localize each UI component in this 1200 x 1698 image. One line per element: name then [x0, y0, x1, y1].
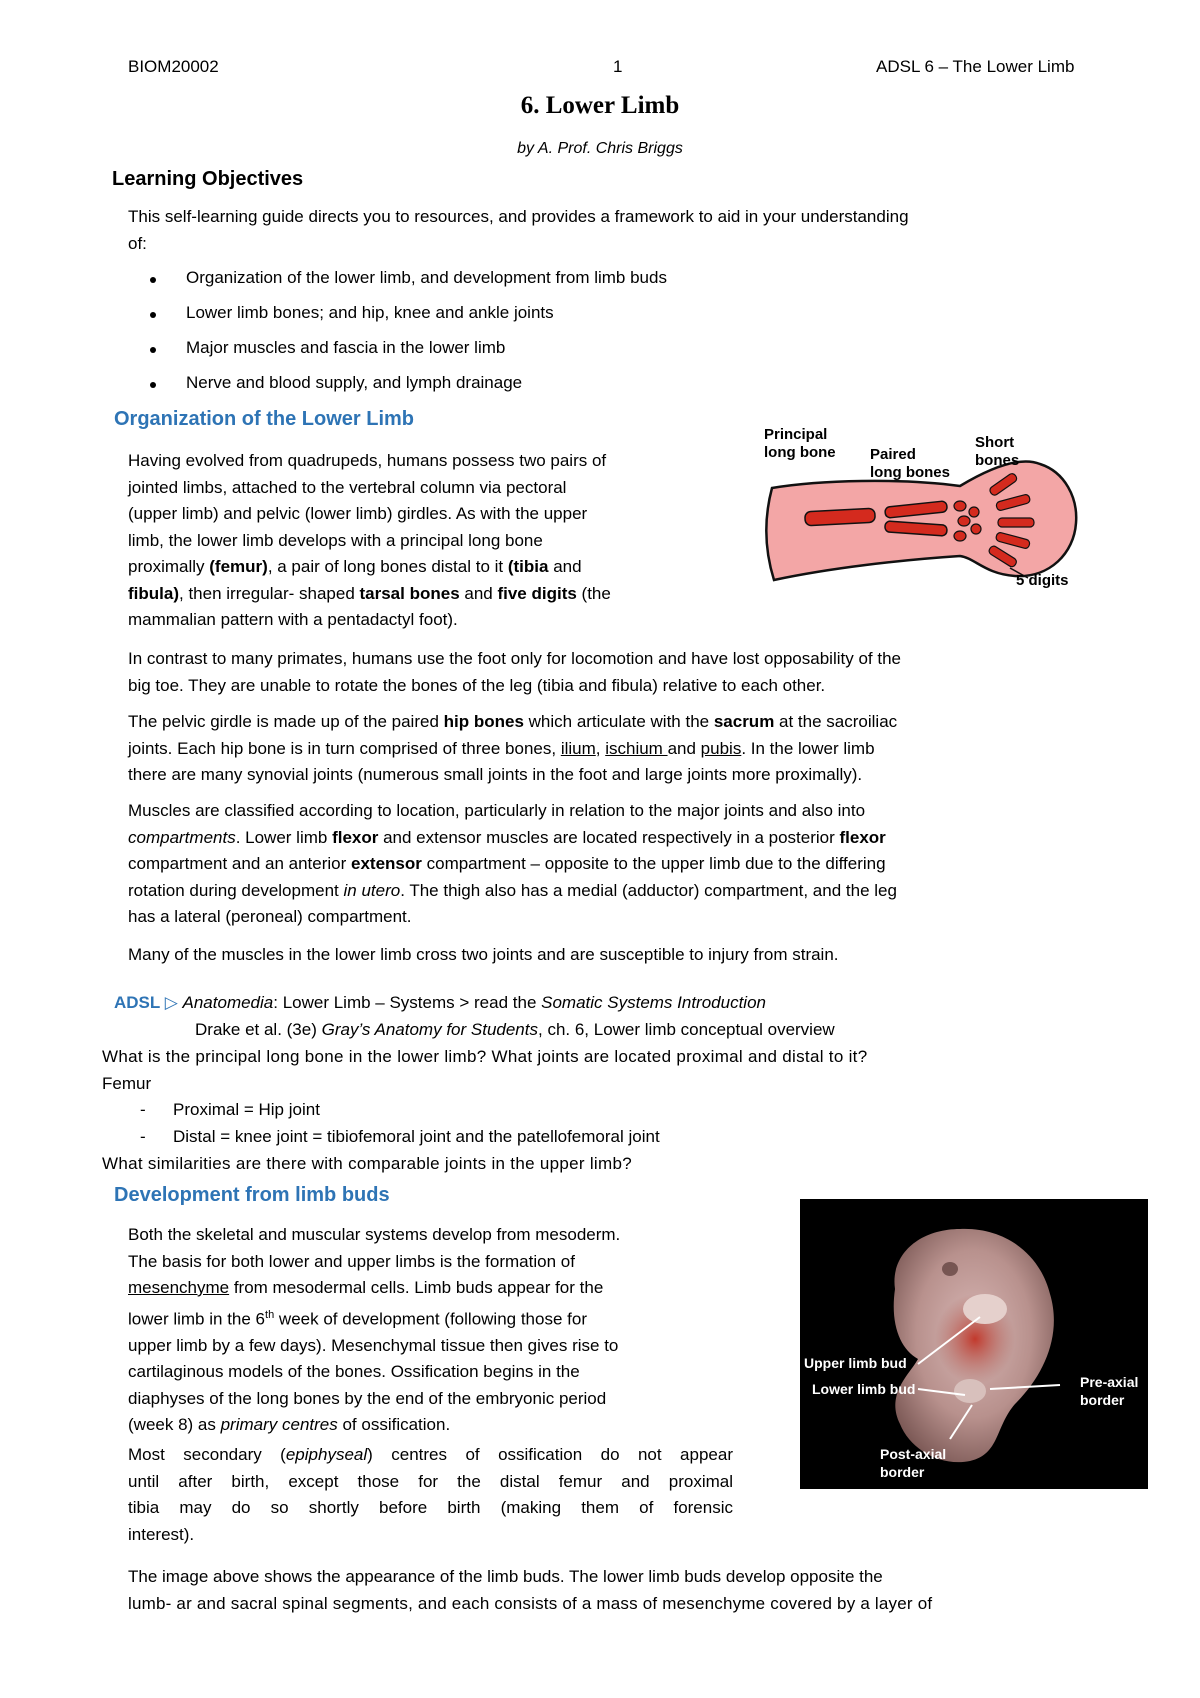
answer-list	[140, 1100, 1040, 1154]
label-post-axial-border: Post-axial border	[880, 1446, 947, 1480]
bullet-icon	[150, 277, 156, 283]
label-lower-limb-bud: Lower limb bud	[812, 1381, 916, 1397]
short-bone	[958, 516, 970, 526]
short-bone	[969, 507, 979, 517]
header-doc-title: ADSL 6 – The Lower Limb	[876, 57, 1075, 76]
adsl-reference-1: ADSL ▷ Anatomedia: Lower Limb – Systems > read the Somatic Systems Introduction	[114, 993, 766, 1012]
upper-limb-bud	[963, 1294, 1007, 1324]
answer-femur: Femur	[102, 1074, 152, 1093]
list-item: - Distal = knee joint = tibiofemoral joint and the patellofemoral joint	[140, 1127, 660, 1146]
lower-limb-bud	[954, 1379, 986, 1403]
bullet-icon	[150, 382, 156, 388]
byline: by A. Prof. Chris Briggs	[517, 140, 683, 157]
header-course-code: BIOM20002	[128, 57, 219, 76]
development-paragraph-3: The image above shows the appearance of the limb buds. The lower limb buds develop opposite the lumb- ar and sacral spinal segments, and each consists of a mass of mesenchyme covered by a layer of	[128, 1567, 933, 1613]
embryo-eye	[942, 1262, 958, 1276]
label-short-bones: Short bones	[975, 434, 1020, 469]
embryo-photo	[800, 1199, 1148, 1489]
development-heading: Development from limb buds	[114, 1184, 390, 1206]
organization-paragraph-5: Many of the muscles in the lower limb cross two joints and are susceptible to injury from strain.	[128, 945, 839, 964]
principal-long-bone	[805, 508, 876, 526]
organization-paragraph-1: Having evolved from quadrupeds, humans possess two pairs of jointed limbs, attached to the vertebral column via pectoral (upper limb) and pelvic (lower limb) girdles. As with the upper limb, the lower limb develops with a principal long bone proximally (femur), a pair of long bones distal to it (tibia and fibula), then irregular- shaped tarsal bones and five digits (the mammalian pattern with a pentadactyl foot).	[128, 451, 611, 629]
bullet-icon	[150, 347, 156, 353]
list-item: Lower limb bones; and hip, knee and ankle joints	[150, 303, 667, 338]
list-item: Organization of the lower limb, and development from limb buds	[150, 268, 667, 303]
adsl-tag: ADSL ▷	[114, 993, 178, 1012]
limb-bud-diagram	[760, 428, 1090, 598]
objectives-list	[150, 268, 667, 408]
organization-paragraph-2: In contrast to many primates, humans use the foot only for locomotion and have lost opposability of the big toe. They are unable to rotate the bones of the leg (tibia and fibula) relative to each other.	[128, 649, 901, 695]
organization-paragraph-3: The pelvic girdle is made up of the paired hip bones which articulate with the sacrum at the sacroiliac joints. Each hip bone is in turn comprised of three bones, ilium, ischium and pubis. In the lower limb there are many synovial joints (numerous small joints in the foot and large joints more proximally).	[128, 712, 898, 784]
development-paragraph-1: Both the skeletal and muscular systems develop from mesoderm. The basis for both lower and upper limbs is the formation of mesenchyme from mesodermal cells. Limb buds appear for the lower limb in the 6th week of development (following those for upper limb by a few days). Mesenchymal tissue then gives rise to cartilaginous models of the bones. Ossification begins in the diaphyses of the long bones by the end of the embryonic period (week 8) as primary centres of ossification.	[128, 1225, 621, 1435]
label-five-digits: 5 digits	[1016, 572, 1069, 589]
page-title: 6. Lower Limb	[520, 92, 680, 119]
list-item: - Proximal = Hip joint	[140, 1100, 320, 1119]
question-principal-long-bone: What is the principal long bone in the lower limb? What joints are located proximal and distal to it?	[102, 1047, 868, 1066]
development-paragraph-2: Most secondary (epiphyseal) centres of ossification do not appear until after birth, except those for the distal femur and proximal tibia may do so shortly before birth (making them of forensic interest).	[128, 1445, 733, 1544]
header-page-number: 1	[613, 57, 623, 76]
label-pre-axial-border: Pre-axial border	[1080, 1374, 1139, 1408]
organization-heading: Organization of the Lower Limb	[114, 408, 414, 430]
objectives-intro: This self-learning guide directs you to resources, and provides a framework to aid in your understanding of:	[128, 207, 909, 253]
adsl-reference-2: Drake et al. (3e) Gray’s Anatomy for Students, ch. 6, Lower limb conceptual overview	[195, 1020, 835, 1039]
embryo-photo-svg	[800, 1199, 1148, 1489]
list-item: Major muscles and fascia in the lower limb	[150, 338, 667, 373]
organization-paragraph-4: Muscles are classified according to location, particularly in relation to the major joints and also into compartments. Lower limb flexor and extensor muscles are located respectively in a posterior flexor compartment and an anterior extensor compartment – opposite to the upper limb due to the differing rotation during development in utero. The thigh also has a medial (adductor) compartment, and the leg has a lateral (peroneal) compartment.	[128, 801, 897, 926]
label-principal-long-bone: Principal long bone	[764, 426, 836, 461]
question-upper-limb-similarities: What similarities are there with comparable joints in the upper limb?	[102, 1154, 632, 1173]
short-bone	[954, 531, 966, 541]
list-item: Nerve and blood supply, and lymph drainage	[150, 373, 667, 408]
learning-objectives-heading: Learning Objectives	[112, 168, 304, 190]
label-upper-limb-bud: Upper limb bud	[804, 1355, 907, 1371]
bullet-icon	[150, 312, 156, 318]
digit-bone	[998, 518, 1034, 527]
short-bone	[971, 524, 981, 534]
short-bone	[954, 501, 966, 511]
label-paired-long-bones: Paired long bones	[870, 446, 950, 481]
